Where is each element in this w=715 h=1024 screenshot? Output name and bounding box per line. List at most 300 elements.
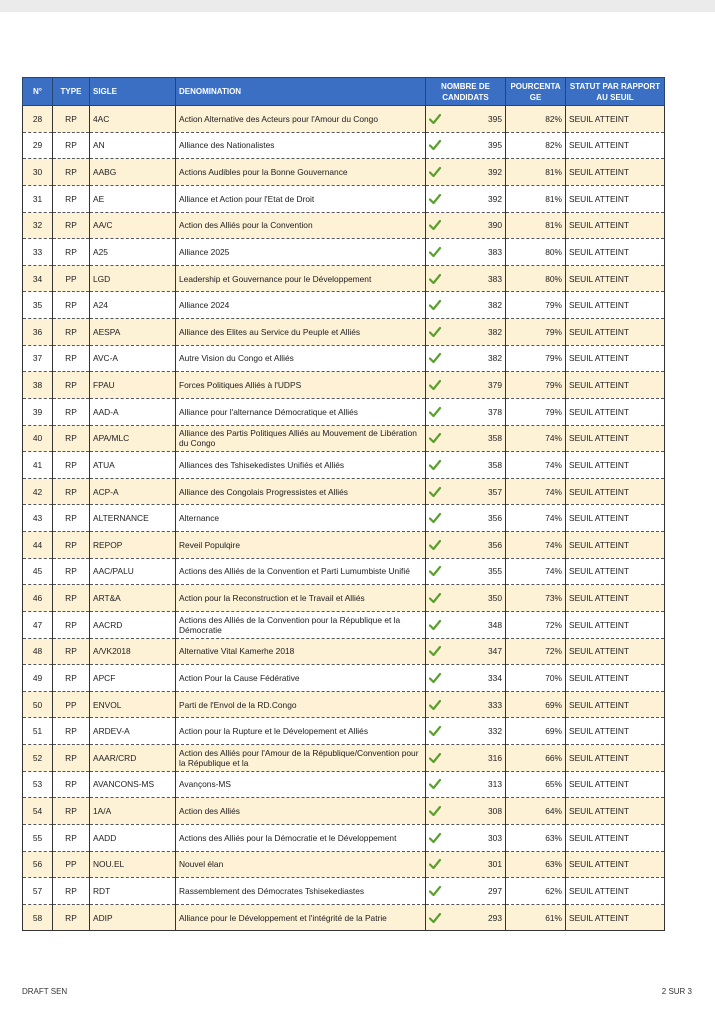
- row-candidate-count: [426, 798, 506, 825]
- viewer-top-bar: [0, 0, 715, 12]
- row-denomination: Action pour la Reconstruction et le Travail et Alliés: [176, 585, 426, 612]
- row-number: 46: [23, 585, 53, 612]
- row-number: 47: [23, 611, 53, 638]
- row-sigle: ALTERNANCE: [90, 505, 176, 532]
- row-sigle: AN: [90, 132, 176, 159]
- candidate-count-value: 355: [488, 566, 502, 577]
- row-type: RP: [53, 718, 90, 745]
- candidate-count-value: 378: [488, 406, 502, 417]
- row-number: 36: [23, 319, 53, 346]
- row-type: PP: [53, 265, 90, 292]
- candidate-count-value: 297: [488, 885, 502, 896]
- row-sigle: NOU.EL: [90, 851, 176, 878]
- row-threshold-status: SEUIL ATTEINT: [566, 185, 665, 212]
- row-number: 40: [23, 425, 53, 452]
- candidate-count-value: 348: [488, 619, 502, 630]
- row-denomination: Actions des Alliés de la Convention et Parti Lumumbiste Unifié: [176, 558, 426, 585]
- header-number: N°: [23, 78, 53, 106]
- row-candidate-count: [426, 478, 506, 505]
- row-number: 52: [23, 745, 53, 772]
- row-percentage: 66%: [506, 745, 566, 772]
- row-type: RP: [53, 824, 90, 851]
- row-number: 49: [23, 665, 53, 692]
- candidate-count-value: 379: [488, 380, 502, 391]
- row-sigle: A25: [90, 239, 176, 266]
- check-icon: [429, 753, 441, 763]
- candidate-count-value: 395: [488, 113, 502, 124]
- row-denomination: Alliance 2025: [176, 239, 426, 266]
- row-candidate-count: [426, 558, 506, 585]
- row-percentage: 81%: [506, 159, 566, 186]
- row-sigle: APA/MLC: [90, 425, 176, 452]
- row-candidate-count: [426, 665, 506, 692]
- row-candidate-count: [426, 212, 506, 239]
- row-sigle: REPOP: [90, 532, 176, 559]
- row-sigle: A24: [90, 292, 176, 319]
- header-threshold-status: STATUT PAR RAPPORT AU SEUIL: [566, 78, 665, 106]
- check-icon: [429, 194, 441, 204]
- row-number: 45: [23, 558, 53, 585]
- row-denomination: Alliances des Tshisekedistes Unifiés et Alliés: [176, 452, 426, 479]
- row-percentage: 79%: [506, 372, 566, 399]
- row-threshold-status: SEUIL ATTEINT: [566, 212, 665, 239]
- row-type: RP: [53, 638, 90, 665]
- row-type: RP: [53, 372, 90, 399]
- table-row: [23, 319, 665, 346]
- row-number: 42: [23, 478, 53, 505]
- row-sigle: AA/C: [90, 212, 176, 239]
- row-type: RP: [53, 425, 90, 452]
- table-row: [23, 505, 665, 532]
- row-denomination: Parti de l'Envol de la RD.Congo: [176, 691, 426, 718]
- row-threshold-status: SEUIL ATTEINT: [566, 452, 665, 479]
- row-percentage: 69%: [506, 718, 566, 745]
- table-row: [23, 372, 665, 399]
- candidate-count-value: 293: [488, 912, 502, 923]
- check-icon: [429, 167, 441, 177]
- check-icon: [429, 673, 441, 683]
- row-sigle: RDT: [90, 878, 176, 905]
- row-threshold-status: SEUIL ATTEINT: [566, 691, 665, 718]
- row-threshold-status: SEUIL ATTEINT: [566, 398, 665, 425]
- row-sigle: ATUA: [90, 452, 176, 479]
- row-denomination: Action des Alliés pour l'Amour de la République/Convention pour la République et la: [176, 745, 426, 772]
- row-number: 54: [23, 798, 53, 825]
- candidate-count-value: 308: [488, 806, 502, 817]
- check-icon: [429, 487, 441, 497]
- table-row: [23, 239, 665, 266]
- row-threshold-status: SEUIL ATTEINT: [566, 345, 665, 372]
- row-percentage: 73%: [506, 585, 566, 612]
- row-candidate-count: [426, 718, 506, 745]
- candidate-count-value: 356: [488, 539, 502, 550]
- row-threshold-status: SEUIL ATTEINT: [566, 585, 665, 612]
- row-candidate-count: [426, 638, 506, 665]
- row-candidate-count: [426, 532, 506, 559]
- row-number: 48: [23, 638, 53, 665]
- row-candidate-count: [426, 452, 506, 479]
- table-row: [23, 425, 665, 452]
- row-number: 29: [23, 132, 53, 159]
- row-type: RP: [53, 878, 90, 905]
- table-row: [23, 904, 665, 931]
- table-row: [23, 798, 665, 825]
- row-sigle: 1A/A: [90, 798, 176, 825]
- row-candidate-count: [426, 398, 506, 425]
- row-candidate-count: [426, 106, 506, 133]
- row-candidate-count: [426, 292, 506, 319]
- row-number: 34: [23, 265, 53, 292]
- row-threshold-status: SEUIL ATTEINT: [566, 665, 665, 692]
- row-percentage: 82%: [506, 106, 566, 133]
- check-icon: [429, 274, 441, 284]
- row-candidate-count: [426, 425, 506, 452]
- table-row: [23, 212, 665, 239]
- row-candidate-count: [426, 319, 506, 346]
- candidate-count-value: 382: [488, 300, 502, 311]
- row-type: RP: [53, 904, 90, 931]
- row-candidate-count: [426, 345, 506, 372]
- table-row: [23, 771, 665, 798]
- row-sigle: APCF: [90, 665, 176, 692]
- row-denomination: Alliance des Congolais Progressistes et Alliés: [176, 478, 426, 505]
- candidate-count-value: 392: [488, 193, 502, 204]
- row-type: RP: [53, 132, 90, 159]
- candidate-count-value: 303: [488, 832, 502, 843]
- candidate-count-value: 357: [488, 486, 502, 497]
- check-icon: [429, 913, 441, 923]
- row-denomination: Leadership et Gouvernance pour le Développement: [176, 265, 426, 292]
- header-candidate-count: NOMBRE DE CANDIDATS: [426, 78, 506, 106]
- check-icon: [429, 460, 441, 470]
- table-row: [23, 585, 665, 612]
- row-threshold-status: SEUIL ATTEINT: [566, 319, 665, 346]
- row-percentage: 82%: [506, 132, 566, 159]
- party-threshold-table: [22, 77, 665, 931]
- row-percentage: 79%: [506, 398, 566, 425]
- row-candidate-count: [426, 185, 506, 212]
- row-type: RP: [53, 478, 90, 505]
- row-threshold-status: SEUIL ATTEINT: [566, 904, 665, 931]
- row-denomination: Alliance pour l'alternance Démocratique et Alliés: [176, 398, 426, 425]
- row-percentage: 63%: [506, 824, 566, 851]
- check-icon: [429, 433, 441, 443]
- row-sigle: AE: [90, 185, 176, 212]
- row-number: 41: [23, 452, 53, 479]
- row-threshold-status: SEUIL ATTEINT: [566, 798, 665, 825]
- row-type: RP: [53, 239, 90, 266]
- row-denomination: Action pour la Rupture et le Dévelopement et Alliés: [176, 718, 426, 745]
- row-denomination: Actions des Alliés de la Convention pour la République et la Démocratie: [176, 611, 426, 638]
- row-denomination: Avançons-MS: [176, 771, 426, 798]
- row-candidate-count: [426, 265, 506, 292]
- row-sigle: LGD: [90, 265, 176, 292]
- row-type: RP: [53, 611, 90, 638]
- row-percentage: 79%: [506, 345, 566, 372]
- row-threshold-status: SEUIL ATTEINT: [566, 265, 665, 292]
- row-number: 35: [23, 292, 53, 319]
- row-sigle: AESPA: [90, 319, 176, 346]
- row-threshold-status: SEUIL ATTEINT: [566, 718, 665, 745]
- table-row: [23, 878, 665, 905]
- row-type: PP: [53, 851, 90, 878]
- check-icon: [429, 247, 441, 257]
- table-row: [23, 665, 665, 692]
- table-row: [23, 558, 665, 585]
- row-number: 28: [23, 106, 53, 133]
- candidate-count-value: 358: [488, 433, 502, 444]
- check-icon: [429, 646, 441, 656]
- row-denomination: Alliance des Partis Politiques Alliés au Mouvement de Libération du Congo: [176, 425, 426, 452]
- row-percentage: 81%: [506, 185, 566, 212]
- table-row: [23, 345, 665, 372]
- table-row: [23, 398, 665, 425]
- check-icon: [429, 700, 441, 710]
- table-row: [23, 265, 665, 292]
- candidate-count-value: 347: [488, 646, 502, 657]
- candidate-count-value: 383: [488, 246, 502, 257]
- table-row: [23, 824, 665, 851]
- row-sigle: ARDEV-A: [90, 718, 176, 745]
- candidate-count-value: 390: [488, 220, 502, 231]
- row-percentage: 64%: [506, 798, 566, 825]
- row-threshold-status: SEUIL ATTEINT: [566, 425, 665, 452]
- header-percentage: POURCENTA GE: [506, 78, 566, 106]
- row-denomination: Action des Alliés: [176, 798, 426, 825]
- row-type: RP: [53, 212, 90, 239]
- row-type: RP: [53, 505, 90, 532]
- row-number: 33: [23, 239, 53, 266]
- row-type: RP: [53, 745, 90, 772]
- table-header-row: [23, 78, 665, 106]
- row-denomination: Forces Politiques Alliés à l'UDPS: [176, 372, 426, 399]
- row-candidate-count: [426, 585, 506, 612]
- row-denomination: Reveil Populqire: [176, 532, 426, 559]
- check-icon: [429, 806, 441, 816]
- table-row: [23, 159, 665, 186]
- row-type: RP: [53, 292, 90, 319]
- row-type: RP: [53, 532, 90, 559]
- check-icon: [429, 140, 441, 150]
- row-number: 51: [23, 718, 53, 745]
- row-threshold-status: SEUIL ATTEINT: [566, 745, 665, 772]
- candidate-count-value: 382: [488, 353, 502, 364]
- row-sigle: ACP-A: [90, 478, 176, 505]
- row-candidate-count: [426, 771, 506, 798]
- check-icon: [429, 779, 441, 789]
- row-number: 56: [23, 851, 53, 878]
- row-denomination: Action Alternative des Acteurs pour l'Amour du Congo: [176, 106, 426, 133]
- row-percentage: 80%: [506, 239, 566, 266]
- row-number: 53: [23, 771, 53, 798]
- row-number: 30: [23, 159, 53, 186]
- row-number: 50: [23, 691, 53, 718]
- check-icon: [429, 407, 441, 417]
- row-candidate-count: [426, 878, 506, 905]
- row-sigle: AVC-A: [90, 345, 176, 372]
- row-candidate-count: [426, 824, 506, 851]
- row-number: 43: [23, 505, 53, 532]
- table-row: [23, 851, 665, 878]
- row-sigle: A/VK2018: [90, 638, 176, 665]
- row-number: 32: [23, 212, 53, 239]
- row-denomination: Alliance pour le Développement et l'intégrité de la Patrie: [176, 904, 426, 931]
- candidate-count-value: 358: [488, 459, 502, 470]
- row-candidate-count: [426, 505, 506, 532]
- row-number: 39: [23, 398, 53, 425]
- row-percentage: 65%: [506, 771, 566, 798]
- row-denomination: Alliance et Action pour l'Etat de Droit: [176, 185, 426, 212]
- row-denomination: Alternance: [176, 505, 426, 532]
- row-percentage: 61%: [506, 904, 566, 931]
- check-icon: [429, 886, 441, 896]
- row-sigle: 4AC: [90, 106, 176, 133]
- row-sigle: AAAR/CRD: [90, 745, 176, 772]
- header-sigle: SIGLE: [90, 78, 176, 106]
- table-row: [23, 532, 665, 559]
- row-type: RP: [53, 106, 90, 133]
- check-icon: [429, 353, 441, 363]
- row-candidate-count: [426, 851, 506, 878]
- row-sigle: AADD: [90, 824, 176, 851]
- row-number: 57: [23, 878, 53, 905]
- row-percentage: 79%: [506, 319, 566, 346]
- candidate-count-value: 316: [488, 752, 502, 763]
- row-sigle: FPAU: [90, 372, 176, 399]
- row-percentage: 74%: [506, 452, 566, 479]
- table-body: [23, 106, 665, 931]
- candidate-count-value: 350: [488, 593, 502, 604]
- row-denomination: Actions Audibles pour la Bonne Gouvernance: [176, 159, 426, 186]
- row-threshold-status: SEUIL ATTEINT: [566, 638, 665, 665]
- check-icon: [429, 593, 441, 603]
- row-sigle: ENVOL: [90, 691, 176, 718]
- row-candidate-count: [426, 372, 506, 399]
- row-type: PP: [53, 691, 90, 718]
- table-row: [23, 745, 665, 772]
- table-row: [23, 132, 665, 159]
- row-threshold-status: SEUIL ATTEINT: [566, 878, 665, 905]
- candidate-count-value: 382: [488, 326, 502, 337]
- table-row: [23, 106, 665, 133]
- candidate-count-value: 333: [488, 699, 502, 710]
- check-icon: [429, 220, 441, 230]
- candidate-count-value: 356: [488, 513, 502, 524]
- row-type: RP: [53, 398, 90, 425]
- row-number: 31: [23, 185, 53, 212]
- row-type: RP: [53, 185, 90, 212]
- row-sigle: ADIP: [90, 904, 176, 931]
- row-type: RP: [53, 558, 90, 585]
- row-denomination: Alliance des Elites au Service du Peuple et Alliés: [176, 319, 426, 346]
- row-percentage: 74%: [506, 505, 566, 532]
- table-row: [23, 452, 665, 479]
- row-threshold-status: SEUIL ATTEINT: [566, 505, 665, 532]
- row-threshold-status: SEUIL ATTEINT: [566, 771, 665, 798]
- row-number: 38: [23, 372, 53, 399]
- check-icon: [429, 859, 441, 869]
- row-percentage: 63%: [506, 851, 566, 878]
- candidate-count-value: 332: [488, 726, 502, 737]
- candidate-count-value: 395: [488, 140, 502, 151]
- check-icon: [429, 380, 441, 390]
- row-denomination: Nouvel élan: [176, 851, 426, 878]
- row-percentage: 80%: [506, 265, 566, 292]
- row-percentage: 81%: [506, 212, 566, 239]
- row-denomination: Alliance 2024: [176, 292, 426, 319]
- row-percentage: 62%: [506, 878, 566, 905]
- check-icon: [429, 566, 441, 576]
- candidate-count-value: 392: [488, 167, 502, 178]
- row-threshold-status: SEUIL ATTEINT: [566, 611, 665, 638]
- row-denomination: Action Pour la Cause Fédérative: [176, 665, 426, 692]
- row-sigle: ART&A: [90, 585, 176, 612]
- row-candidate-count: [426, 691, 506, 718]
- row-denomination: Alliance des Nationalistes: [176, 132, 426, 159]
- row-sigle: AAC/PALU: [90, 558, 176, 585]
- table-row: [23, 292, 665, 319]
- row-type: RP: [53, 585, 90, 612]
- row-number: 55: [23, 824, 53, 851]
- row-denomination: Alternative Vital Kamerhe 2018: [176, 638, 426, 665]
- header-type: TYPE: [53, 78, 90, 106]
- row-number: 58: [23, 904, 53, 931]
- row-threshold-status: SEUIL ATTEINT: [566, 478, 665, 505]
- row-threshold-status: SEUIL ATTEINT: [566, 239, 665, 266]
- row-percentage: 70%: [506, 665, 566, 692]
- row-threshold-status: SEUIL ATTEINT: [566, 132, 665, 159]
- table-row: [23, 611, 665, 638]
- check-icon: [429, 327, 441, 337]
- row-type: RP: [53, 798, 90, 825]
- row-denomination: Action des Alliés pour la Convention: [176, 212, 426, 239]
- check-icon: [429, 833, 441, 843]
- row-type: RP: [53, 452, 90, 479]
- row-sigle: AAD-A: [90, 398, 176, 425]
- row-percentage: 79%: [506, 292, 566, 319]
- check-icon: [429, 114, 441, 124]
- row-threshold-status: SEUIL ATTEINT: [566, 372, 665, 399]
- row-candidate-count: [426, 904, 506, 931]
- row-candidate-count: [426, 745, 506, 772]
- row-threshold-status: SEUIL ATTEINT: [566, 824, 665, 851]
- candidate-count-value: 301: [488, 859, 502, 870]
- row-sigle: AACRD: [90, 611, 176, 638]
- row-type: RP: [53, 665, 90, 692]
- footer-draft-label: DRAFT SEN: [22, 987, 68, 996]
- row-type: RP: [53, 771, 90, 798]
- row-candidate-count: [426, 239, 506, 266]
- row-denomination: Actions des Alliés pour la Démocratie et le Développement: [176, 824, 426, 851]
- footer-page-number: 2 SUR 3: [661, 987, 692, 996]
- row-type: RP: [53, 319, 90, 346]
- row-percentage: 74%: [506, 478, 566, 505]
- row-threshold-status: SEUIL ATTEINT: [566, 292, 665, 319]
- row-percentage: 74%: [506, 558, 566, 585]
- header-denomination: DENOMINATION: [176, 78, 426, 106]
- candidate-count-value: 334: [488, 672, 502, 683]
- check-icon: [429, 513, 441, 523]
- row-number: 44: [23, 532, 53, 559]
- table-row: [23, 638, 665, 665]
- row-candidate-count: [426, 611, 506, 638]
- row-percentage: 74%: [506, 425, 566, 452]
- row-number: 37: [23, 345, 53, 372]
- table-row: [23, 478, 665, 505]
- row-denomination: Rassemblement des Démocrates Tshisekediastes: [176, 878, 426, 905]
- row-denomination: Autre Vision du Congo et Alliés: [176, 345, 426, 372]
- row-sigle: AABG: [90, 159, 176, 186]
